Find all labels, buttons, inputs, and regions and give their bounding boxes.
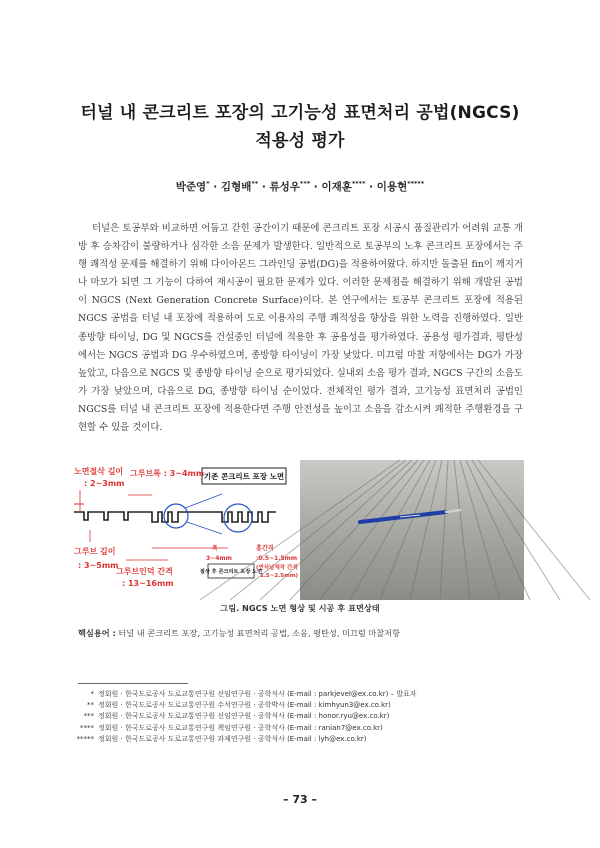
author-4: 이재훈****	[321, 179, 366, 193]
keywords	[78, 628, 400, 639]
groove-width-label: 그루브폭 : 3~4mm	[130, 469, 205, 478]
abstract-text: 터널은 토공부와 비교하면 어둡고 갇힌 공간이기 때문에 콘크리트 포장 시공시 품질관리가 어려워 교통 개방 후 승차감이 불량하거나 심각한 소음 문제가 발생한다. 일반적으로 토공부의 노후 콘크리트 포장에서는 주행 쾌적성 문제를 해결하기 위해 다이아몬드 그라인딩 공법(DG)을 적용하여왔다. 하지만 돌출된 fin이 깨지거나 마모가 되면 그 기능이 다하여 재시공이 필요한 문제가 있다. 이러한 문제점을 해결하기 위해 개발된 공법이 NGCS (Next Generation Concrete Surface)이다. 본 연구에서는 토공부 콘크리트 포장에 적용된 NGCS 공법을 터널 내 포장에 적용하여 도로 이용자의 주행 쾌적성을 향상을 위한 노력을 진행하였다. 일반 종방향 타이닝, DG 및 NGCS를 건설중인 터널에 적용한 후 공용성을 평가하였다. 공용성 평가결과, 평탄성에서는 NGCS 공법과 DG 우수하였으며, 종방향 타이닝이 가장 낮았다. 미끄럼 마찰 저항에서는 DG가 가장 높았고, 다음으로 NGCS 및 종방향 타이닝 순으로 평가되었다. 실내외 소음 평가 결과, NGCS 구간의 소음도가 가장 낮았으며, 다음으로 DG, 종방향 타이닝 순이었다. 전체적인 평가 결과, 고기능성 표면처리 공법인 NGCS를 터널 내 콘크리트 포장에 적용한다면 주행 안전성을 높이고 소음을 감소시켜 쾌적한 주행환경을 구현할 수 있을 것이다.	[78, 223, 523, 434]
groove-depth-value: : 3~5mm	[78, 561, 119, 570]
author-2: 김형배**	[220, 179, 259, 193]
groove-gap-label: 홈	[256, 545, 262, 552]
footnote-5: ***** 정회원 · 한국도로공사 도로교통연구원 과제연구원 · 공학석사 (E-mail : lyh@ex.co.kr)	[76, 734, 367, 743]
groove-gap-value: :0.5~1.5mm	[256, 555, 298, 562]
cut-depth-label: 노면절삭 깊이	[74, 467, 124, 476]
land-width-label: 폭	[212, 545, 218, 552]
cut-depth-value: : 2~3mm	[84, 479, 125, 488]
after-cut-label: 절삭 후 콘크리트 포장 노면	[199, 569, 263, 575]
page-number: – 73 –	[283, 793, 317, 806]
footnote-2: ** 정회원 · 한국도로공사 도로교통연구원 수석연구원 · 공학박사 (E-mail : kimhyun3@ex.co.kr)	[87, 701, 391, 710]
keywords-label: 핵심용어 :	[78, 628, 116, 638]
footnote-4: **** 정회원 · 한국도로공사 도로교통연구원 책임연구원 · 공학석사 (E-mail : ranian7@ex.co.kr)	[80, 723, 383, 732]
existing-surface-label: 기존 콘크리트 포장 노면	[203, 472, 285, 481]
paper-title-line2: 적용성 평가	[255, 131, 345, 151]
footnotes	[60, 689, 540, 745]
svg-text:1.5~2.5mm): 1.5~2.5mm)	[260, 573, 299, 579]
land-spacing-label: 그루브인덕 간격	[116, 567, 173, 576]
land-spacing-value: : 13~16mm	[122, 579, 174, 588]
figure-caption: 그림. NGCS 노면 형상 및 시공 후 표면상태	[220, 603, 380, 613]
footnote-3: *** 정회원 · 한국도로공사 도로교통연구원 선임연구원 · 공학석사 (E-mail : honor.ryu@ex.co.kr)	[83, 712, 390, 721]
ngcs-surface-photo	[300, 460, 524, 600]
author-list: 박준영* · 김형배** · 류성우*** · 이재훈**** · 이용현*****	[175, 179, 425, 193]
footnote-1: * 정회원 · 한국도로공사 도로교통연구원 선임연구원 · 공학석사 (E-mail : parkjevel@ex.co.kr) – 발표자	[90, 690, 417, 698]
surface-profile-line	[74, 512, 276, 522]
author-5: 이용현*****	[376, 179, 425, 193]
grinding-note: (연삭날제작 간격	[256, 565, 298, 571]
land-width-value: 3~4mm	[206, 555, 232, 562]
svg-text:간격: 간격	[262, 545, 274, 552]
author-1: 박준영*	[175, 179, 210, 193]
figure	[72, 460, 524, 600]
footnote-divider	[78, 683, 188, 684]
groove-depth-label: 그루브 깊이	[74, 547, 116, 556]
keywords-text: 터널 내 콘크리트 포장, 고기능성 표면처리 공법, 소음, 평탄성, 미끄럼 마찰저항	[118, 628, 400, 638]
paper-title-line1: 터널 내 콘크리트 포장의 고기능성 표면처리 공법(NGCS)	[80, 103, 520, 123]
ngcs-profile-diagram	[72, 460, 299, 600]
author-3: 류성우***	[269, 179, 311, 193]
